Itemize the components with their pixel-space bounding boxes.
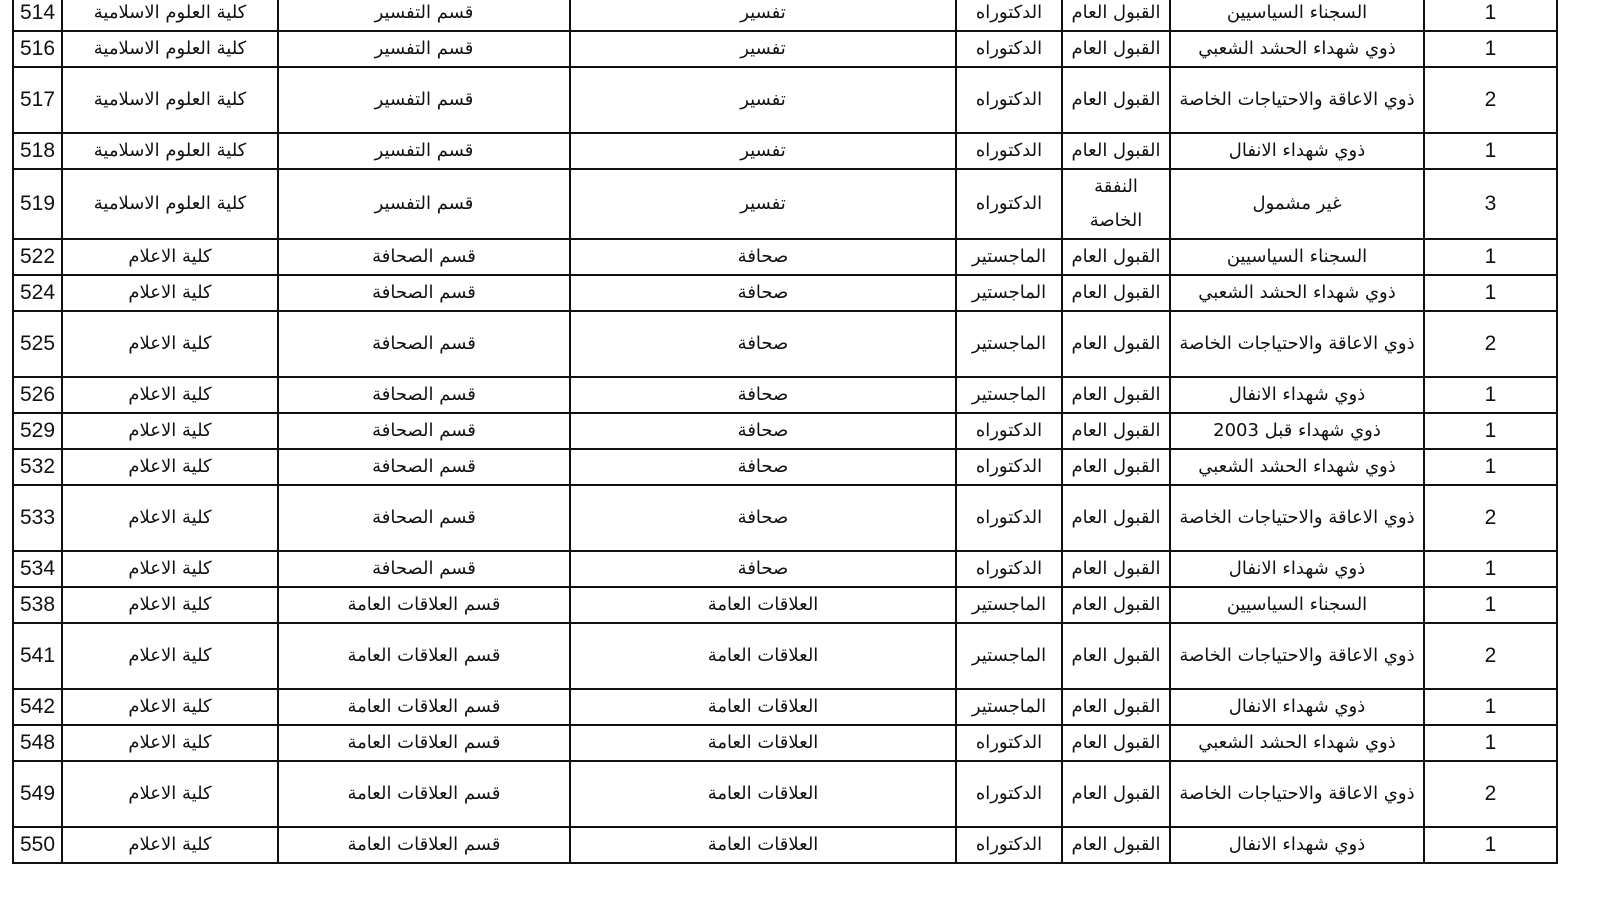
seats-cell: 2 bbox=[1424, 761, 1557, 827]
department-cell: قسم العلاقات العامة bbox=[278, 761, 570, 827]
row-id-cell: 514 bbox=[13, 0, 62, 31]
table-row bbox=[13, 0, 1557, 31]
table-row bbox=[13, 689, 1557, 725]
specialization-cell: صحافة bbox=[570, 413, 956, 449]
row-id-cell: 529 bbox=[13, 413, 62, 449]
degree-cell: الدكتوراه bbox=[956, 169, 1062, 239]
college-cell: كلية الاعلام bbox=[62, 761, 278, 827]
degree-cell: الدكتوراه bbox=[956, 485, 1062, 551]
degree-cell: الماجستير bbox=[956, 275, 1062, 311]
row-id-cell: 549 bbox=[13, 761, 62, 827]
category-cell: ذوي الاعاقة والاحتياجات الخاصة bbox=[1170, 485, 1424, 551]
department-cell: قسم الصحافة bbox=[278, 239, 570, 275]
specialization-cell: تفسير bbox=[570, 133, 956, 169]
row-id-cell: 525 bbox=[13, 311, 62, 377]
seats-cell: 1 bbox=[1424, 413, 1557, 449]
specialization-cell: تفسير bbox=[570, 31, 956, 67]
college-cell: كلية العلوم الاسلامية bbox=[62, 133, 278, 169]
department-cell: قسم الصحافة bbox=[278, 377, 570, 413]
category-cell: السجناء السياسيين bbox=[1170, 239, 1424, 275]
admission-channel-cell: القبول العام bbox=[1062, 449, 1170, 485]
table-row bbox=[13, 239, 1557, 275]
admission-channel-cell: القبول العام bbox=[1062, 623, 1170, 689]
department-cell: قسم الصحافة bbox=[278, 485, 570, 551]
department-cell: قسم العلاقات العامة bbox=[278, 725, 570, 761]
specialization-cell: العلاقات العامة bbox=[570, 623, 956, 689]
row-id-cell: 534 bbox=[13, 551, 62, 587]
category-cell: ذوي شهداء الانفال bbox=[1170, 377, 1424, 413]
degree-cell: الدكتوراه bbox=[956, 31, 1062, 67]
specialization-cell: العلاقات العامة bbox=[570, 689, 956, 725]
seats-cell: 1 bbox=[1424, 0, 1557, 31]
specialization-cell: صحافة bbox=[570, 377, 956, 413]
admission-channel-cell: القبول العام bbox=[1062, 133, 1170, 169]
college-cell: كلية الاعلام bbox=[62, 485, 278, 551]
seats-cell: 1 bbox=[1424, 689, 1557, 725]
row-id-cell: 522 bbox=[13, 239, 62, 275]
table-row bbox=[13, 413, 1557, 449]
seats-cell: 1 bbox=[1424, 275, 1557, 311]
degree-cell: الدكتوراه bbox=[956, 0, 1062, 31]
table-row bbox=[13, 275, 1557, 311]
row-id-cell: 526 bbox=[13, 377, 62, 413]
degree-cell: الماجستير bbox=[956, 377, 1062, 413]
admission-channel-cell: القبول العام bbox=[1062, 689, 1170, 725]
seats-cell: 2 bbox=[1424, 623, 1557, 689]
row-id-cell: 541 bbox=[13, 623, 62, 689]
category-cell: ذوي شهداء الانفال bbox=[1170, 827, 1424, 863]
degree-cell: الدكتوراه bbox=[956, 67, 1062, 133]
row-id-cell: 517 bbox=[13, 67, 62, 133]
department-cell: قسم التفسير bbox=[278, 169, 570, 239]
college-cell: كلية الاعلام bbox=[62, 551, 278, 587]
college-cell: كلية الاعلام bbox=[62, 587, 278, 623]
table-row bbox=[13, 133, 1557, 169]
specialization-cell: صحافة bbox=[570, 485, 956, 551]
department-cell: قسم العلاقات العامة bbox=[278, 689, 570, 725]
category-cell: ذوي الاعاقة والاحتياجات الخاصة bbox=[1170, 67, 1424, 133]
specialization-cell: تفسير bbox=[570, 169, 956, 239]
table-row bbox=[13, 587, 1557, 623]
seats-cell: 1 bbox=[1424, 239, 1557, 275]
college-cell: كلية الاعلام bbox=[62, 449, 278, 485]
category-cell: ذوي شهداء الانفال bbox=[1170, 689, 1424, 725]
college-cell: كلية الاعلام bbox=[62, 311, 278, 377]
category-cell: ذوي شهداء قبل 2003 bbox=[1170, 413, 1424, 449]
specialization-cell: صحافة bbox=[570, 239, 956, 275]
admission-channel-cell: القبول العام bbox=[1062, 0, 1170, 31]
category-cell: ذوي شهداء الحشد الشعبي bbox=[1170, 31, 1424, 67]
specialization-cell: العلاقات العامة bbox=[570, 587, 956, 623]
degree-cell: الدكتوراه bbox=[956, 413, 1062, 449]
category-cell: ذوي شهداء الانفال bbox=[1170, 133, 1424, 169]
row-id-cell: 538 bbox=[13, 587, 62, 623]
department-cell: قسم الصحافة bbox=[278, 311, 570, 377]
seats-cell: 1 bbox=[1424, 725, 1557, 761]
degree-cell: الماجستير bbox=[956, 587, 1062, 623]
specialization-cell: صحافة bbox=[570, 275, 956, 311]
seats-cell: 1 bbox=[1424, 31, 1557, 67]
table-body bbox=[13, 0, 1557, 863]
degree-cell: الماجستير bbox=[956, 689, 1062, 725]
degree-cell: الدكتوراه bbox=[956, 761, 1062, 827]
specialization-cell: تفسير bbox=[570, 67, 956, 133]
admission-channel-cell: القبول العام bbox=[1062, 761, 1170, 827]
degree-cell: الدكتوراه bbox=[956, 725, 1062, 761]
category-cell: السجناء السياسيين bbox=[1170, 587, 1424, 623]
admission-channel-cell: القبول العام bbox=[1062, 587, 1170, 623]
admission-channel-cell: القبول العام bbox=[1062, 725, 1170, 761]
college-cell: كلية العلوم الاسلامية bbox=[62, 31, 278, 67]
table-row bbox=[13, 827, 1557, 863]
college-cell: كلية الاعلام bbox=[62, 827, 278, 863]
category-cell: غير مشمول bbox=[1170, 169, 1424, 239]
row-id-cell: 524 bbox=[13, 275, 62, 311]
row-id-cell: 548 bbox=[13, 725, 62, 761]
department-cell: قسم التفسير bbox=[278, 67, 570, 133]
row-id-cell: 519 bbox=[13, 169, 62, 239]
seats-cell: 1 bbox=[1424, 133, 1557, 169]
table-row bbox=[13, 311, 1557, 377]
department-cell: قسم الصحافة bbox=[278, 551, 570, 587]
college-cell: كلية الاعلام bbox=[62, 623, 278, 689]
admission-channel-cell: القبول العام bbox=[1062, 67, 1170, 133]
department-cell: قسم العلاقات العامة bbox=[278, 827, 570, 863]
specialization-cell: العلاقات العامة bbox=[570, 761, 956, 827]
row-id-cell: 532 bbox=[13, 449, 62, 485]
specialization-cell: العلاقات العامة bbox=[570, 827, 956, 863]
department-cell: قسم الصحافة bbox=[278, 413, 570, 449]
admission-channel-cell: القبول العام bbox=[1062, 31, 1170, 67]
college-cell: كلية العلوم الاسلامية bbox=[62, 0, 278, 31]
degree-cell: الماجستير bbox=[956, 311, 1062, 377]
department-cell: قسم الصحافة bbox=[278, 275, 570, 311]
admission-channel-cell: القبول العام bbox=[1062, 551, 1170, 587]
category-cell: السجناء السياسيين bbox=[1170, 0, 1424, 31]
degree-cell: الدكتوراه bbox=[956, 827, 1062, 863]
college-cell: كلية الاعلام bbox=[62, 413, 278, 449]
college-cell: كلية الاعلام bbox=[62, 275, 278, 311]
table-row bbox=[13, 67, 1557, 133]
department-cell: قسم الصحافة bbox=[278, 449, 570, 485]
admission-channel-cell: القبول العام bbox=[1062, 239, 1170, 275]
seats-cell: 3 bbox=[1424, 169, 1557, 239]
seats-cell: 2 bbox=[1424, 311, 1557, 377]
table-row bbox=[13, 761, 1557, 827]
table-row bbox=[13, 449, 1557, 485]
department-cell: قسم العلاقات العامة bbox=[278, 587, 570, 623]
table-row bbox=[13, 31, 1557, 67]
category-cell: ذوي شهداء الحشد الشعبي bbox=[1170, 449, 1424, 485]
degree-cell: الدكتوراه bbox=[956, 449, 1062, 485]
category-cell: ذوي شهداء الحشد الشعبي bbox=[1170, 725, 1424, 761]
table-row bbox=[13, 485, 1557, 551]
category-cell: ذوي شهداء الحشد الشعبي bbox=[1170, 275, 1424, 311]
row-id-cell: 533 bbox=[13, 485, 62, 551]
seats-cell: 1 bbox=[1424, 827, 1557, 863]
specialization-cell: صحافة bbox=[570, 449, 956, 485]
seats-cell: 2 bbox=[1424, 485, 1557, 551]
row-id-cell: 518 bbox=[13, 133, 62, 169]
row-id-cell: 516 bbox=[13, 31, 62, 67]
college-cell: كلية الاعلام bbox=[62, 725, 278, 761]
seats-cell: 1 bbox=[1424, 377, 1557, 413]
specialization-cell: صحافة bbox=[570, 551, 956, 587]
row-id-cell: 542 bbox=[13, 689, 62, 725]
admission-channel-cell: القبول العام bbox=[1062, 275, 1170, 311]
category-cell: ذوي شهداء الانفال bbox=[1170, 551, 1424, 587]
admission-channel-cell: النفقة الخاصة bbox=[1062, 169, 1170, 239]
admission-channel-cell: القبول العام bbox=[1062, 311, 1170, 377]
college-cell: كلية الاعلام bbox=[62, 377, 278, 413]
seats-cell: 1 bbox=[1424, 449, 1557, 485]
table-row bbox=[13, 169, 1557, 239]
department-cell: قسم التفسير bbox=[278, 133, 570, 169]
category-cell: ذوي الاعاقة والاحتياجات الخاصة bbox=[1170, 761, 1424, 827]
specialization-cell: صحافة bbox=[570, 311, 956, 377]
table-row bbox=[13, 623, 1557, 689]
category-cell: ذوي الاعاقة والاحتياجات الخاصة bbox=[1170, 623, 1424, 689]
department-cell: قسم التفسير bbox=[278, 31, 570, 67]
row-id-cell: 550 bbox=[13, 827, 62, 863]
category-cell: ذوي الاعاقة والاحتياجات الخاصة bbox=[1170, 311, 1424, 377]
admission-channel-cell: القبول العام bbox=[1062, 377, 1170, 413]
degree-cell: الدكتوراه bbox=[956, 551, 1062, 587]
table-row bbox=[13, 725, 1557, 761]
college-cell: كلية العلوم الاسلامية bbox=[62, 67, 278, 133]
admission-channel-cell: القبول العام bbox=[1062, 827, 1170, 863]
degree-cell: الماجستير bbox=[956, 239, 1062, 275]
admission-channel-cell: القبول العام bbox=[1062, 485, 1170, 551]
degree-cell: الماجستير bbox=[956, 623, 1062, 689]
degree-cell: الدكتوراه bbox=[956, 133, 1062, 169]
admission-seats-table bbox=[12, 0, 1558, 864]
admission-channel-cell: القبول العام bbox=[1062, 413, 1170, 449]
seats-cell: 2 bbox=[1424, 67, 1557, 133]
table-row bbox=[13, 551, 1557, 587]
department-cell: قسم التفسير bbox=[278, 0, 570, 31]
college-cell: كلية العلوم الاسلامية bbox=[62, 169, 278, 239]
seats-cell: 1 bbox=[1424, 587, 1557, 623]
specialization-cell: العلاقات العامة bbox=[570, 725, 956, 761]
department-cell: قسم العلاقات العامة bbox=[278, 623, 570, 689]
college-cell: كلية الاعلام bbox=[62, 239, 278, 275]
specialization-cell: تفسير bbox=[570, 0, 956, 31]
table-row bbox=[13, 377, 1557, 413]
seats-cell: 1 bbox=[1424, 551, 1557, 587]
college-cell: كلية الاعلام bbox=[62, 689, 278, 725]
